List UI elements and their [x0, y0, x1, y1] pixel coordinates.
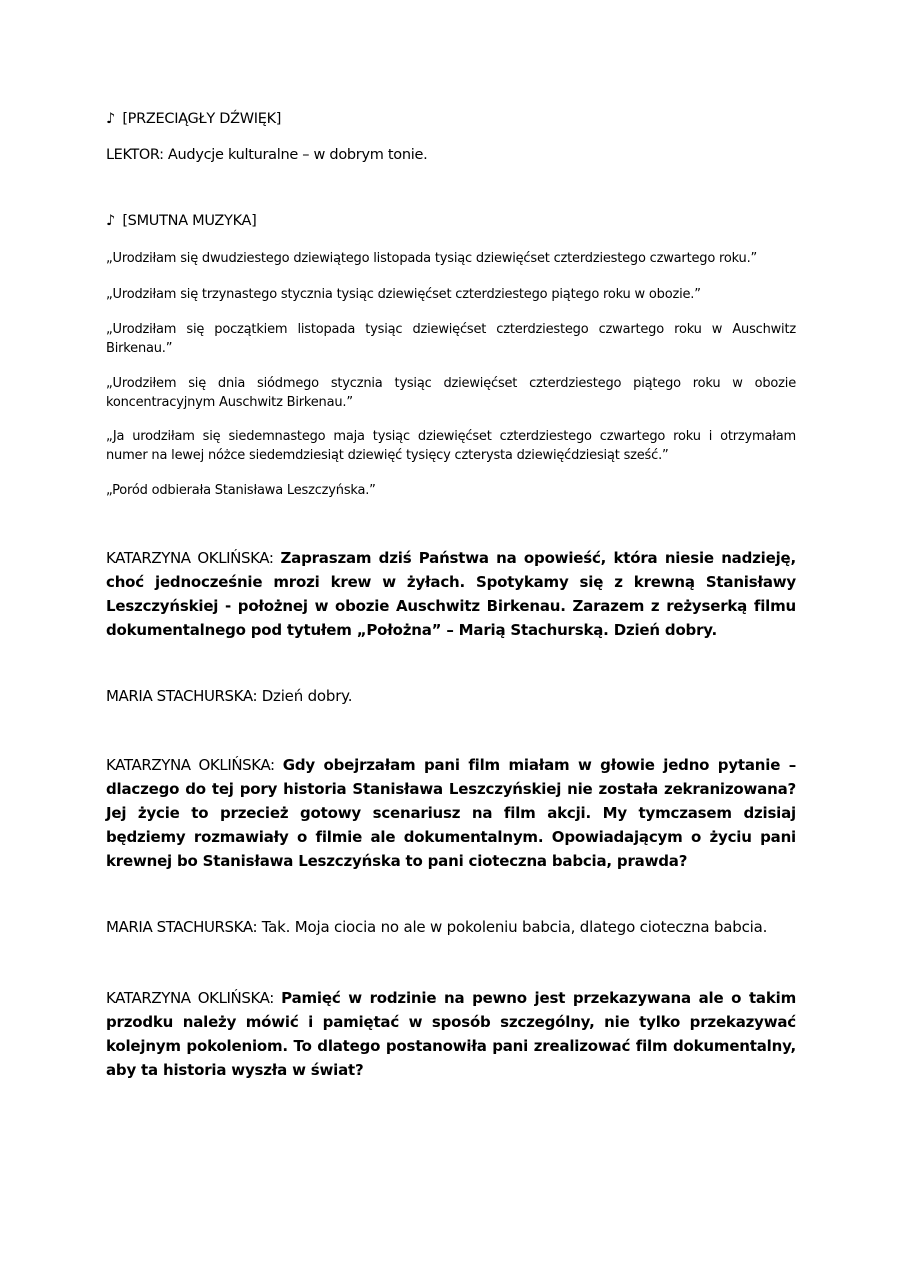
- quote-1: „Urodziłam się dwudziestego dziewiątego listopada tysiąc dziewięćset czterdziestego czwartego roku.”: [106, 251, 758, 266]
- dialogue-2: [106, 684, 796, 708]
- sound-cue-text: [PRZECIĄGŁY DŹWIĘK]: [122, 111, 282, 127]
- speaker-label: MARIA STACHURSKA:: [106, 918, 258, 936]
- dialogue-text: Zapraszam dziś Państwa na opowieść, która niesie nadzieję, choć jednocześnie mrozi krew w żyłach. Spotykamy się z krewną Stanisławy Leszczyńskiej - położnej w obozie Auschwitz Birkenau. Zarazem z reżyserką filmu dokumentalnego pod tytułem „Położna” – Marią Stachurską. Dzień dobry.: [106, 549, 797, 639]
- dialogue-text: Gdy obejrzałam pani film miałam w głowie jedno pytanie – dlaczego do tej pory historia Stanisława Leszczyńskiej nie została zekranizowana? Jej życie to przecież gotowy scenariusz na film akcji. My tymczasem dzisiaj będziemy rozmawiały o filmie ale dokumentalnym. Opowiadającym o życiu pani krewnej bo Stanisława Leszczyńska to pani cioteczna babcia, prawda?: [106, 756, 796, 870]
- dialogue-1: [106, 546, 796, 642]
- lektor-text: Audycje kulturalne – w dobrym tonie.: [167, 147, 428, 163]
- dialogue-text: Pamięć w rodzinie na pewno jest przekazywana ale o takim przodku należy mówić i pamiętać w sposób szczególny, nie tylko przekazywać kolejnym pokoleniom. To dlatego postanowiła pani zrealizować film dokumentalny, aby ta historia wyszła w świat?: [106, 989, 796, 1079]
- speaker-label: LEKTOR:: [106, 147, 164, 163]
- quote-6: „Poród odbierała Stanisława Leszczyńska.”: [106, 483, 376, 498]
- sound-cue-prolonged: [106, 109, 796, 129]
- music-note-icon: ♪: [106, 111, 115, 127]
- sound-cue-sad-music: [106, 211, 796, 231]
- quote-5: „Ja urodziłam się siedemnastego maja tysiąc dziewięćset czterdziestego czwartego roku i otrzymałam numer na lewej nóżce siedemdziesiąt dziewięć tysięcy czterysta dziewięćdziesiąt sześć.”: [106, 429, 796, 463]
- dialogue-text: Tak. Moja ciocia no ale w pokoleniu babcia, dlatego cioteczna babcia.: [261, 918, 768, 936]
- speaker-label: MARIA STACHURSKA:: [106, 687, 258, 705]
- speaker-label: KATARZYNA OKLIŃSKA:: [106, 549, 274, 567]
- sound-cue-text: [SMUTNA MUZYKA]: [122, 213, 257, 229]
- quote-3: „Urodziłam się początkiem listopada tysiąc dziewięćset czterdziestego czwartego roku w Auschwitz Birkenau.”: [106, 322, 796, 356]
- dialogue-5: [106, 986, 796, 1082]
- dialogue-text: Dzień dobry.: [261, 687, 353, 705]
- dialogue-3: [106, 753, 796, 873]
- quote-4: „Urodziłem się dnia siódmego stycznia tysiąc dziewięćset czterdziestego piątego roku w obozie koncentracyjnym Auschwitz Birkenau.”: [106, 376, 796, 410]
- quote-2: „Urodziłam się trzynastego stycznia tysiąc dziewięćset czterdziestego piątego roku w obozie.”: [106, 287, 701, 302]
- music-note-icon: ♪: [106, 213, 115, 229]
- lektor-line: [106, 145, 796, 165]
- speaker-label: KATARZYNA OKLIŃSKA:: [106, 756, 275, 774]
- speaker-label: KATARZYNA OKLIŃSKA:: [106, 989, 274, 1007]
- dialogue-4: [106, 915, 796, 939]
